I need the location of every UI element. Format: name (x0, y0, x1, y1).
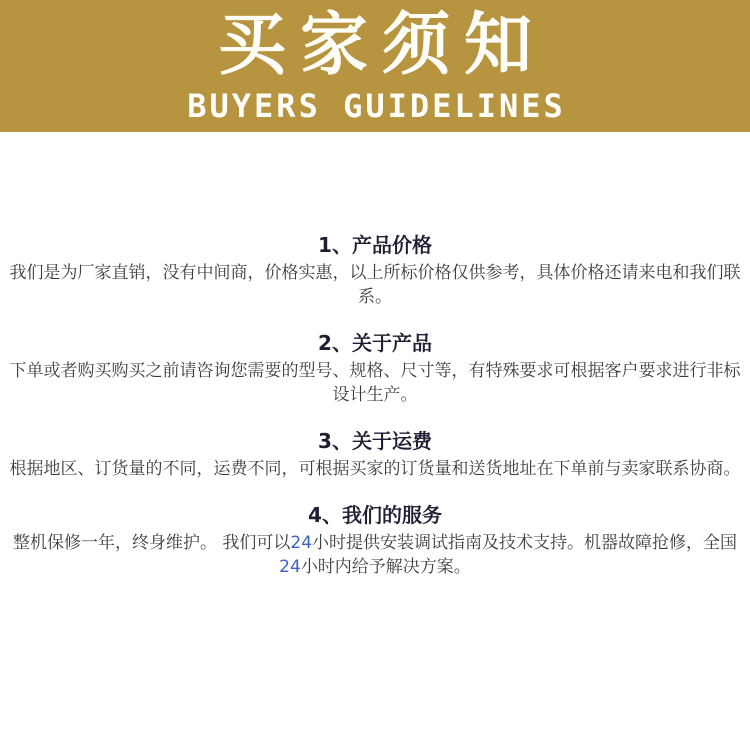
section-body-product-price: 我们是为厂家直销，没有中间商，价格实惠，以上所标价格仅供参考，具体价格还请来电和我们联系。 (9, 263, 741, 307)
section-body-about-product: 下单或者购买购买之前请咨询您需要的型号、规格、尺寸等，有特殊要求可根据客户要求进行非标设计生产。 (9, 361, 741, 405)
section-heading-about-product: 2、关于产品 (318, 331, 432, 355)
banner (0, 0, 750, 132)
service-text-part: 小时提供安装调试指南及技术支持。机器故障抢修，全国 (312, 533, 738, 553)
guidelines-content (0, 132, 750, 579)
section-heading-shipping-fee: 3、关于运费 (318, 429, 432, 453)
section-body-shipping-fee: 根据地区、订货量的不同，运费不同，可根据买家的订货量和送货地址在下单前与卖家联系协商。 (9, 459, 741, 479)
banner-title-chinese: 买家须知 (217, 6, 546, 85)
section-heading-our-service: 4、我们的服务 (308, 503, 442, 527)
section-heading-product-price: 1、产品价格 (318, 233, 432, 257)
section-about-product (3, 330, 747, 407)
section-product-price (3, 232, 747, 309)
banner-title-english: BUYERS GUIDELINES (187, 87, 566, 125)
section-shipping-fee (3, 428, 747, 481)
service-24h-number: 24 (279, 557, 301, 577)
service-text-part: 小时内给予解决方案。 (300, 557, 471, 577)
section-body-our-service (3, 531, 747, 579)
service-text-part: 整机保修一年，终身维护。 我们可以 (12, 533, 291, 553)
section-our-service (3, 502, 747, 579)
service-24h-number: 24 (290, 533, 313, 553)
